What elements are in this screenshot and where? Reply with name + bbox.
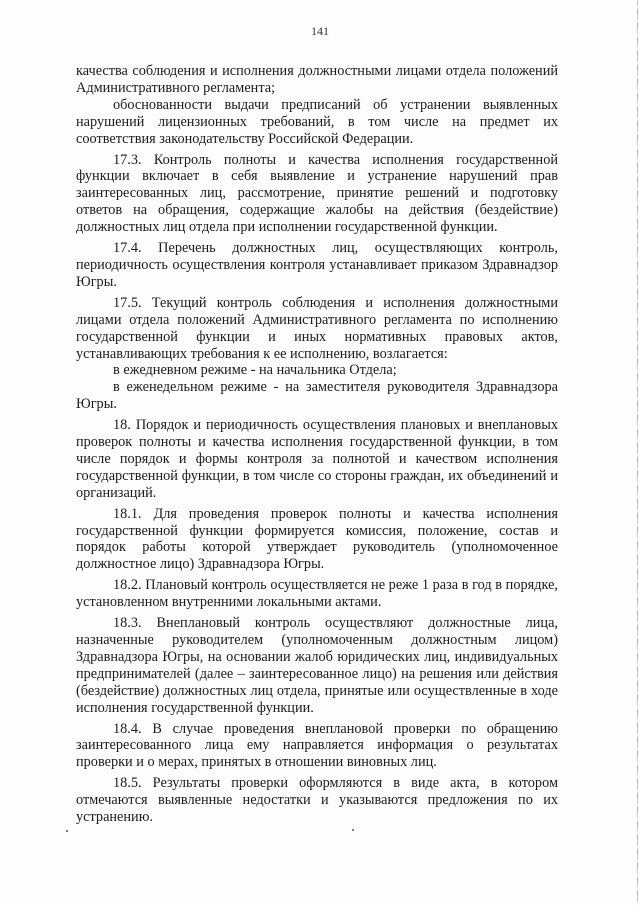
scan-speck (352, 829, 354, 831)
paragraph: обоснованности выдачи предписаний об устранении выявленных нарушений лицензионных требований, в том числе на предмет их соответствия законодательству Российской Федерации. (76, 96, 558, 147)
paragraph: 18.5. Результаты проверки оформляются в виде акта, в котором отмечаются выявленные недостатки и указываются предложения по их устранению. (76, 775, 558, 826)
paragraph: 18.3. Внеплановый контроль осуществляют должностные лица, назначенные руководителем (уполномоченным должностным лицом) Здравнадзора Югры, на основании жалоб юридических лиц, индивидуальных предпринимателей (далее – заинтересованное лицо) на решения или действия (бездействие) должностных лиц отдела, принятые или осуществленные в ходе исполнения государственной функции. (76, 615, 558, 716)
scan-speck (66, 830, 68, 832)
paragraph: 18.2. Плановый контроль осуществляется не реже 1 раза в год в порядке, установленном внутренними локальными актами. (76, 577, 558, 611)
paragraph: в ежедневном режиме - на начальника Отдела; (113, 362, 397, 379)
document-body (76, 63, 558, 826)
paragraph: в еженедельном режиме - на заместителя руководителя Здравнадзора Югры. (76, 379, 558, 413)
paragraph: качества соблюдения и исполнения должностными лицами отдела положений Административного регламента; (76, 63, 558, 96)
paragraph: 17.3. Контроль полноты и качества исполнения государственной функции включает в себя выявление и устранение нарушений прав заинтересованных лиц, рассмотрение, принятие решений и подготовку ответов на обращения, содержащие жалобы на действия (бездействие) должностных лиц отдела при исполнении государственной функции. (76, 151, 558, 236)
paragraph: 18. Порядок и периодичность осуществления плановых и внеплановых проверок полноты и качества исполнения государственной функции, в том числе порядок и формы контроля за полнотой и качеством исполнения государственной функции, в том числе со стороны граждан, их объединений и организаций. (76, 417, 558, 501)
scan-edge (637, 0, 638, 905)
paragraph: 17.4. Перечень должностных лиц, осуществляющих контроль, периодичность осуществления контроля устанавливает приказом Здравнадзор Югры. (76, 240, 558, 290)
paragraph: 18.1. Для проведения проверок полноты и качества исполнения государственной функции формируется комиссия, положение, состав и порядок работы которой утверждает руководитель (уполномоченное должностное лицо) Здравнадзора Югры. (76, 505, 558, 573)
paragraph: 17.5. Текущий контроль соблюдения и исполнения должностными лицами отдела положений Административного регламента по исполнению государственной функции и иных нормативных правовых актов, устанавливающих требования к ее исполнению, возлагается: (76, 294, 558, 362)
page-number: 141 (311, 24, 329, 38)
paragraph: 18.4. В случае проведения внеплановой проверки по обращению заинтересованного лица ему направляется информация о результатах проверки и о мерах, принятых в отношении виновных лиц. (76, 720, 558, 771)
